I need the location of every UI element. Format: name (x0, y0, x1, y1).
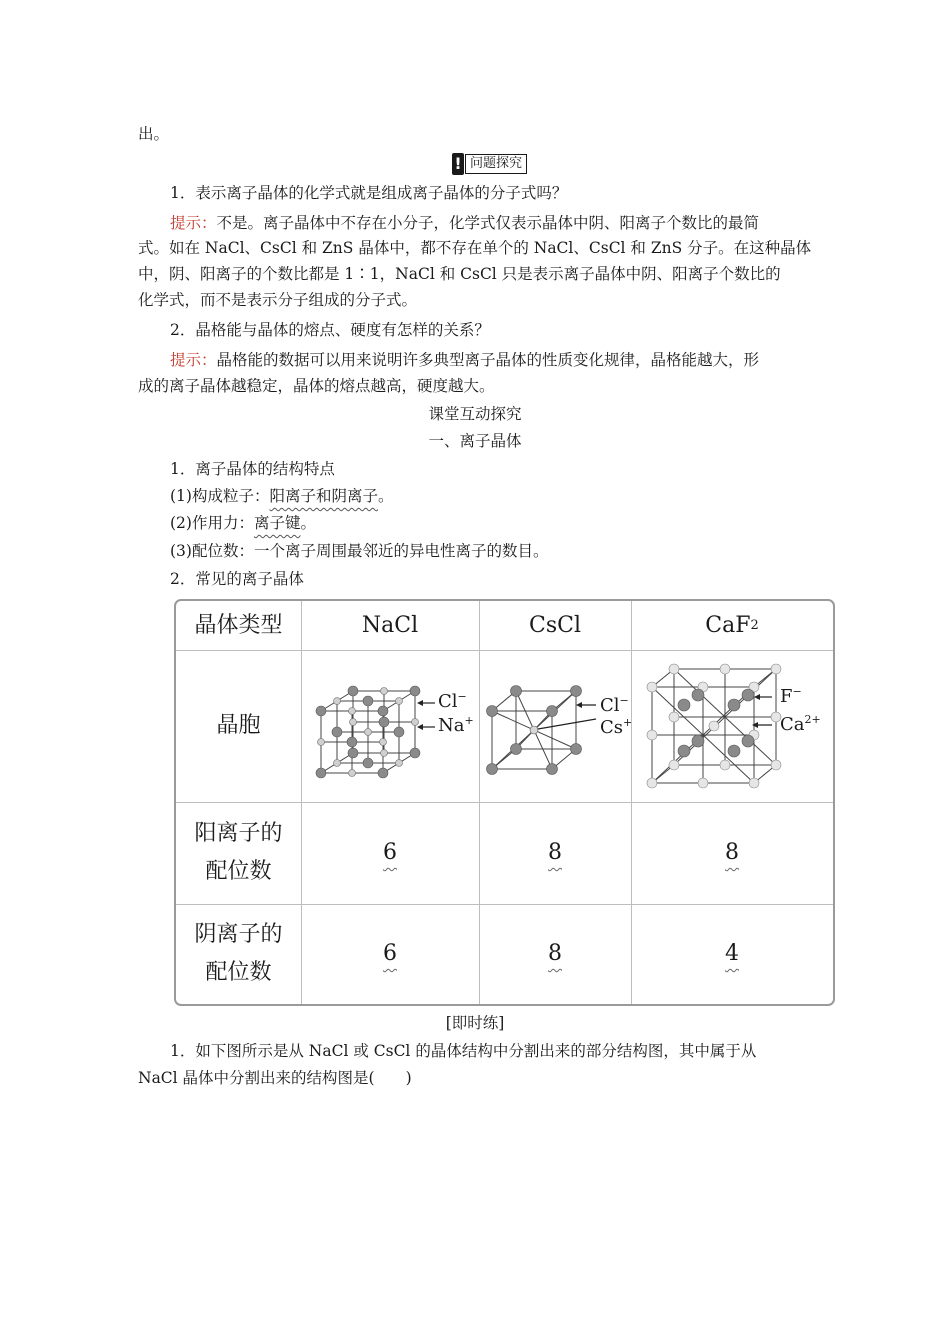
structure-coordination: (3)配位数：一个离子周围最邻近的异电性离子的数目。 (170, 542, 549, 560)
header-caf2: CaF 2 (631, 601, 833, 650)
cscl-cs-text: Cs (600, 717, 624, 738)
structure-force (170, 513, 316, 533)
cscl-label-cl (600, 694, 629, 716)
anion-label-line-2: 配位数 (205, 960, 272, 985)
answer-1-line-1 (170, 213, 759, 233)
cation-label-line-1: 阳离子的 (194, 821, 283, 846)
question-2: 2．晶格能与晶体的熔点、硬度有怎样的关系？ (170, 321, 490, 339)
cation-label-line-2: 配位数 (205, 859, 272, 884)
cscl-label-cs (600, 716, 632, 738)
caf2-f-text: F (780, 686, 793, 707)
answer-1-text-1: 不是。离子晶体中不存在小分子，化学式仅表示晶体中阴、阳离子个数比的最简 (216, 214, 760, 232)
cscl-unit-cell-diagram (484, 683, 604, 783)
structure-particles (170, 486, 394, 506)
cscl-cl-charge: − (619, 694, 629, 707)
header-crystal-type: 晶体类型 (194, 612, 283, 638)
question-explore-badge (452, 153, 527, 175)
caf2-anion-coordination (631, 904, 833, 1004)
particles-label: (1)构成粒子： (170, 487, 270, 505)
caf2-cation-value: 8 (725, 840, 739, 865)
cscl-anion-value: 8 (548, 941, 562, 966)
anion-label-line-1: 阴离子的 (194, 922, 283, 947)
exclamation-icon: ! (452, 153, 464, 175)
nacl-cation-coordination (301, 802, 479, 904)
practice-question-line-2: NaCl 晶体中分割出来的结构图是( ) (138, 1069, 412, 1087)
row-label-anion (176, 904, 301, 1004)
header-nacl: NaCl (361, 612, 419, 638)
caf2-label-ca (780, 713, 821, 735)
practice-question-line-1: 1．如下图所示是从 NaCl 或 CsCl 的晶体结构中分割出来的部分结构图，其中属于从 (170, 1042, 757, 1060)
caf2-cation-coordination (631, 802, 833, 904)
answer-2-line-1 (170, 350, 759, 370)
section-subtitle: 一、离子晶体 (428, 432, 522, 450)
caf2-ca-text: Ca (780, 714, 805, 735)
practice-title: [即时练] (445, 1014, 505, 1032)
question-1: 1．表示离子晶体的化学式就是组成离子晶体的分子式吗？ (170, 184, 568, 202)
nacl-cl-text: Cl (438, 691, 458, 712)
caf2-f-charge: − (792, 685, 802, 698)
hint-label: 提示： (170, 214, 217, 232)
header-cscl: CsCl (529, 612, 581, 638)
force-answer: 离子键 (253, 514, 301, 532)
nacl-na-charge: + (464, 714, 474, 727)
nacl-cl-charge: − (457, 690, 467, 703)
nacl-na-text: Na (438, 715, 465, 736)
caf2-anion-value: 4 (725, 941, 739, 966)
answer-1-line-2: 式。如在 NaCl、CsCl 和 ZnS 晶体中，都不存在单个的 NaCl、CsCl 和 ZnS 分子。在这种晶体 (138, 239, 812, 257)
nacl-label-na (438, 714, 474, 736)
caf2-label-f (780, 685, 802, 707)
caf2-ca-charge: 2+ (804, 713, 821, 726)
nacl-cation-value: 6 (383, 840, 397, 865)
answer-1-line-4: 化学式，而不是表示分子组成的分子式。 (138, 291, 418, 309)
answer-2-text-1: 晶格能的数据可以用来说明许多典型离子晶体的性质变化规律，晶格能越大，形 (216, 351, 760, 369)
ionic-crystal-table (174, 599, 835, 1006)
caf2-unit-cell-diagram (644, 663, 784, 793)
nacl-anion-coordination (301, 904, 479, 1004)
force-label: (2)作用力： (170, 514, 254, 532)
cscl-anion-coordination (479, 904, 631, 1004)
common-crystals-heading: 2．常见的离子晶体 (170, 570, 304, 588)
force-end: 。 (300, 514, 316, 532)
cscl-cl-text: Cl (600, 695, 620, 716)
caf2-formula: CaF (705, 612, 751, 638)
hint-label: 提示： (170, 351, 217, 369)
structure-heading: 1．离子晶体的结构特点 (170, 460, 335, 478)
cscl-cation-value: 8 (548, 840, 562, 865)
badge-label: 问题探究 (465, 154, 527, 174)
nacl-anion-value: 6 (383, 941, 397, 966)
cscl-cs-charge: + (623, 716, 633, 729)
row-label-unit-cell: 晶胞 (216, 713, 261, 738)
particles-end: 。 (377, 487, 394, 505)
row-label-cation (176, 802, 301, 904)
nacl-label-cl (438, 690, 467, 712)
cscl-cation-coordination (479, 802, 631, 904)
answer-1-line-3: 中，阴、阳离子的个数比都是 1∶1，NaCl 和 CsCl 只是表示离子晶体中阴、阳离子个数比的 (138, 265, 781, 283)
section-title: 课堂互动探究 (428, 405, 522, 423)
answer-2-line-2: 成的离子晶体越稳定，晶体的熔点越高，硬度越大。 (138, 377, 495, 395)
continued-text: 出。 (138, 125, 170, 143)
particles-answer: 阳离子和阴离子 (269, 487, 378, 505)
